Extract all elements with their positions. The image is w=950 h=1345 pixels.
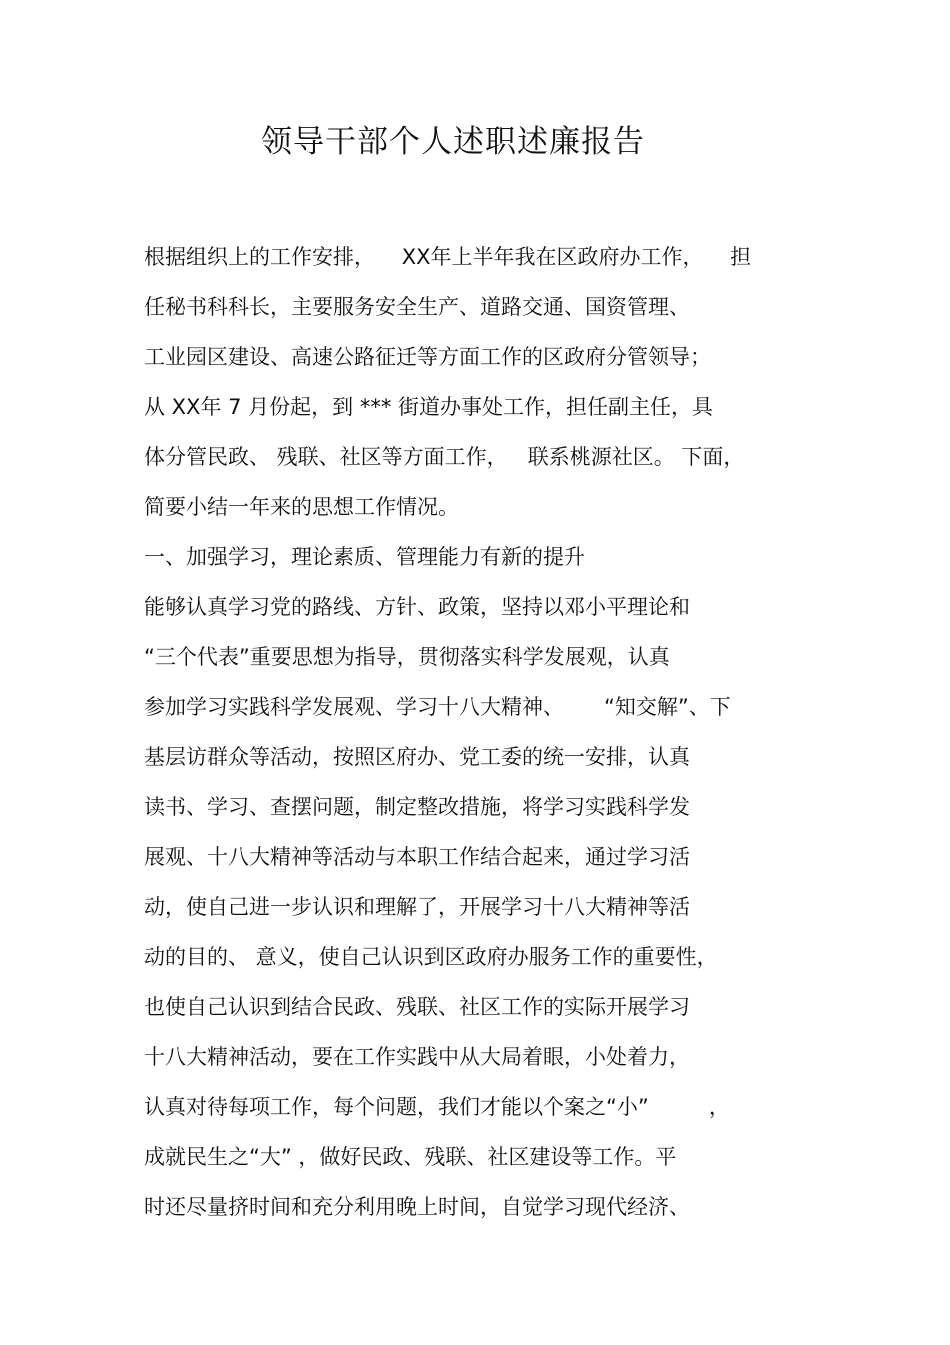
body-line: 十八大精神活动，要在工作实践中从大局着眼，小处着力，	[144, 1045, 690, 1069]
body-line: 体分管民政、 残联、社区等方面工作， 联系桃源社区。 下面，	[144, 445, 745, 469]
body-line: 也使自己认识到结合民政、残联、社区工作的实际开展学习	[144, 995, 690, 1019]
document-title: 领导干部个人述职述廉报告	[261, 124, 645, 160]
body-line: 简要小结一年来的思想工作情况。	[144, 495, 459, 519]
body-line: 读书、学习、查摆问题，制定整改措施，将学习实践科学发	[144, 795, 690, 819]
body-line: 能够认真学习党的路线、方针、政策，坚持以邓小平理论和	[144, 595, 690, 619]
body-line: 动的目的、 意义，使自己认识到区政府办服务工作的重要性，	[144, 945, 718, 969]
body-line: 从 XX年 7 月份起，到 *** 街道办事处工作，担任副主任，具	[144, 395, 714, 419]
body-line: 认真对待每项工作，每个问题，我们才能以个案之“小” ，	[144, 1095, 730, 1119]
body-line: 任秘书科科长，主要服务安全生产、道路交通、国资管理、	[144, 295, 690, 319]
body-line: 展观、十八大精神等活动与本职工作结合起来，通过学习活	[144, 845, 690, 869]
body-line: 动，使自己进一步认识和理解了，开展学习十八大精神等活	[144, 895, 690, 919]
body-line: 根据组织上的工作安排， XX年上半年我在区政府办工作， 担	[144, 245, 752, 269]
section-heading: 一、加强学习，理论素质、管理能力有新的提升	[144, 545, 585, 569]
body-line: “三个代表”重要思想为指导，贯彻落实科学发展观，认真	[144, 645, 670, 669]
body-line: 成就民生之“大” ，做好民政、残联、社区建设等工作。平	[144, 1145, 677, 1169]
body-line: 基层访群众等活动，按照区府办、党工委的统一安排，认真	[144, 745, 690, 769]
body-line: 工业园区建设、高速公路征迁等方面工作的区政府分管领导；	[144, 345, 711, 369]
body-line: 时还尽量挤时间和充分利用晚上时间，自觉学习现代经济、	[144, 1195, 690, 1219]
body-line: 参加学习实践科学发展观、学习十八大精神、 “知交解”、下	[144, 695, 731, 719]
